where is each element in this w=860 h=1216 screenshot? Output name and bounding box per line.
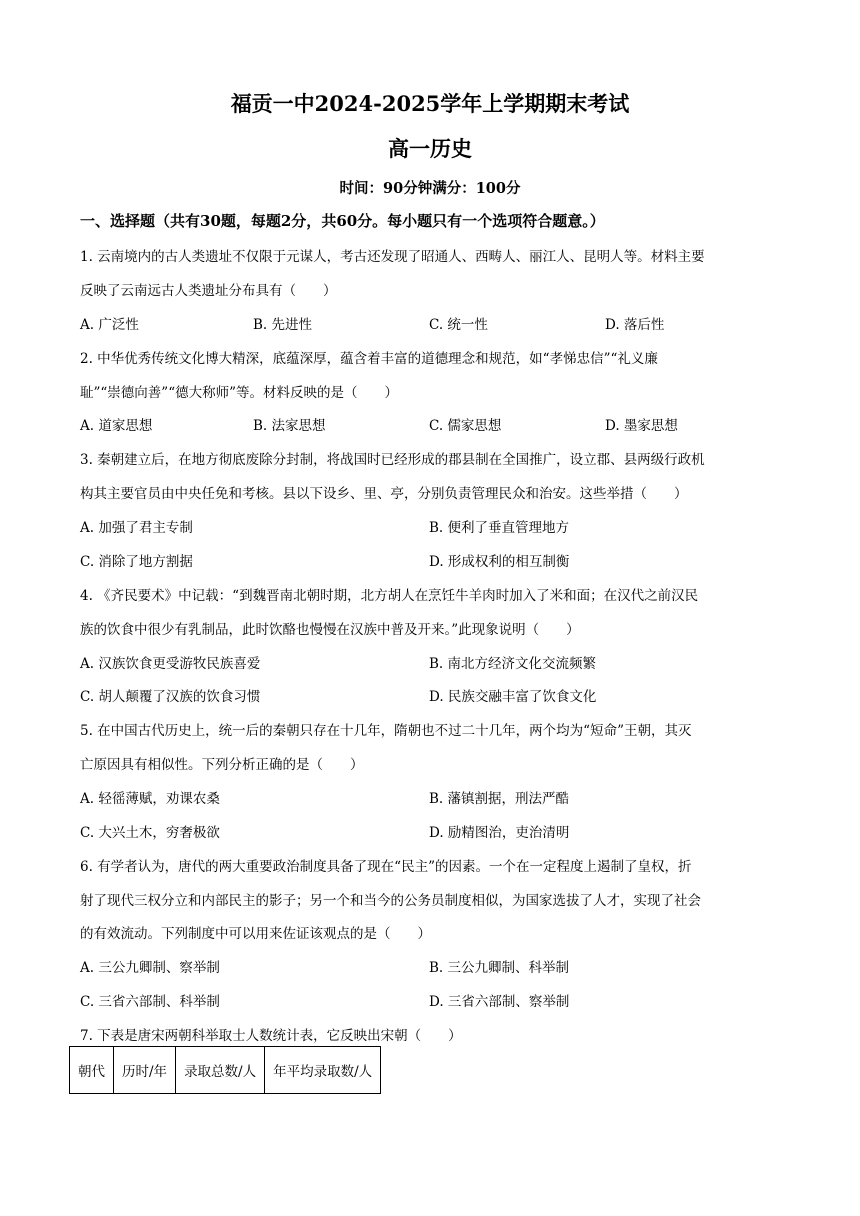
keju-stats-table [69,1046,381,1094]
question-3-line-2: 构其主要官员由中央任免和考核。县以下设乡、里、亭，分别负责管理民众和治安。这些举措（ ） [80,486,688,502]
question-6-option-c: C. 三省六部制、科举制 [80,994,220,1010]
question-3-option-a: A. 加强了君主专制 [80,520,193,536]
question-6-option-a: A. 三公九卿制、察举制 [80,960,220,976]
question-2-option-d: D. 墨家思想 [605,418,678,434]
exam-title: 福贡一中2024-2025学年上学期期末考试 [230,91,630,116]
question-1-option-a: A. 广泛性 [80,317,139,333]
question-4-option-d: D. 民族交融丰富了饮食文化 [429,689,597,705]
question-6-line-2: 射了现代三权分立和内部民主的影子；另一个和当今的公务员制度相似，为国家选拔了人才，实现了社会 [80,893,701,909]
question-2-option-c: C. 儒家思想 [429,418,502,434]
table-header-cell: 年平均录取数/人 [265,1047,381,1094]
question-2-option-a: A. 道家思想 [80,418,153,434]
question-1-line-2: 反映了云南远古人类遗址分布具有（ ） [80,283,337,299]
question-2-line-2: 耻”“崇德向善”“德大称师”等。材料反映的是（ ） [80,385,399,401]
question-1-option-b: B. 先进性 [253,317,313,333]
question-1-option-c: C. 统一性 [429,317,488,333]
section-heading: 一、选择题（共有30题，每题2分，共60分。每小题只有一个选项符合题意。） [80,212,605,230]
question-4-option-b: B. 南北方经济文化交流频繁 [429,656,597,672]
question-5-option-b: B. 藩镇割据，刑法严酷 [429,791,570,807]
question-3-option-c: C. 消除了地方割据 [80,554,193,570]
question-4-option-c: C. 胡人颠覆了汉族的饮食习惯 [80,689,261,705]
table-header-cell: 历时/年 [114,1047,176,1094]
question-5-line-1: 5. 在中国古代历史上，统一后的秦朝只存在十几年，隋朝也不过二十几年，两个均为“短命”王朝，其灭 [80,723,692,739]
question-5-option-d: D. 励精图治，吏治清明 [429,825,570,841]
question-3-option-b: B. 便利了垂直管理地方 [429,520,570,536]
table-header-cell: 录取总数/人 [176,1047,265,1094]
question-5-line-2: 亡原因具有相似性。下列分析正确的是（ ） [80,757,364,773]
question-3-line-1: 3. 秦朝建立后，在地方彻底废除分封制，将战国时已经形成的郡县制在全国推广，设立郡、县两级行政机 [80,452,705,468]
question-6-option-b: B. 三公九卿制、科举制 [429,960,570,976]
table-header-cell: 朝代 [70,1047,114,1094]
question-4-option-a: A. 汉族饮食更受游牧民族喜爱 [80,656,261,672]
question-3-option-d: D. 形成权利的相互制衡 [429,554,570,570]
question-1-line-1: 1. 云南境内的古人类遗址不仅限于元谋人，考古还发现了昭通人、西畴人、丽江人、昆明人等。材料主要 [80,249,705,265]
question-5-option-c: C. 大兴土木，穷奢极欲 [80,825,220,841]
exam-time-score: 时间：90分钟满分：100分 [339,180,521,197]
question-6-option-d: D. 三省六部制、察举制 [429,994,570,1010]
question-4-line-1: 4. 《齐民要术》中记载：“到魏晋南北朝时期，北方胡人在烹饪牛羊肉时加入了米和面；在汉代之前汉民 [80,588,699,604]
question-5-option-a: A. 轻徭薄赋，劝课农桑 [80,791,220,807]
exam-subject: 高一历史 [388,136,472,161]
question-4-line-2: 族的饮食中很少有乳制品，此时饮酪也慢慢在汉族中普及开来。”此现象说明（ ） [80,622,580,638]
question-2-line-1: 2. 中华优秀传统文化博大精深，底蕴深厚，蕴含着丰富的道德理念和规范，如“孝悌忠信”“礼义廉 [80,351,658,367]
question-2-option-b: B. 法家思想 [253,418,326,434]
question-7-line-1: 7. 下表是唐宋两朝科举取士人数统计表，它反映出宋朝（ ） [80,1028,462,1044]
question-6-line-1: 6. 有学者认为，唐代的两大重要政治制度具备了现在“民主”的因素。一个在一定程度上遏制了皇权，折 [80,859,692,875]
table-header-row [70,1047,381,1094]
question-1-option-d: D. 落后性 [605,317,665,333]
question-6-line-3: 的有效流动。下列制度中可以用来佐证该观点的是（ ） [80,926,431,942]
